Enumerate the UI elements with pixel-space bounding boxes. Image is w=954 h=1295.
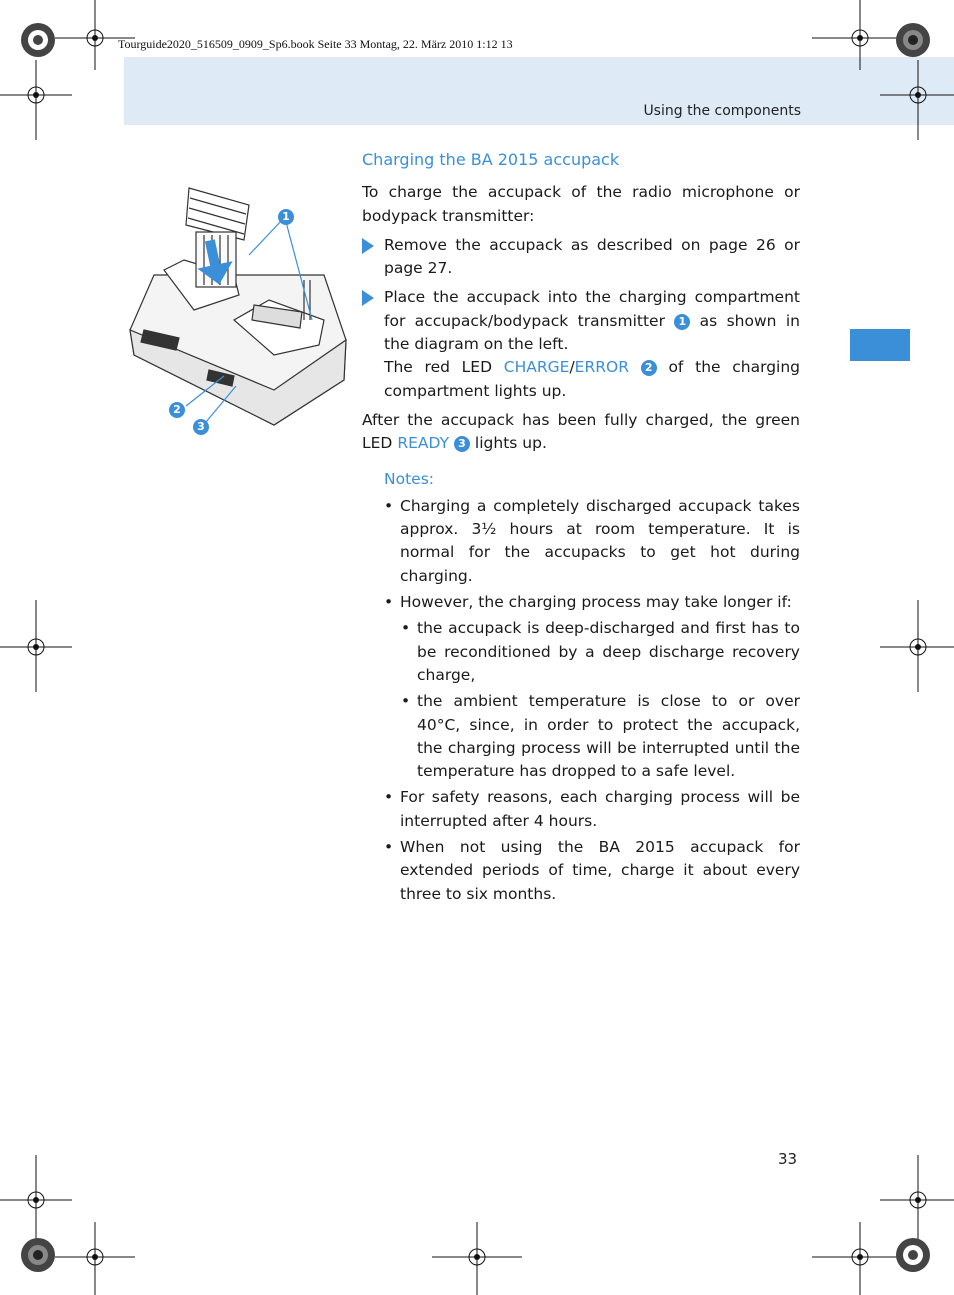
note-subitem: • the ambient temperature is close to or over 40°C, since, in order to protect the accupack, the charging process will be interrupted until the temperature has dropped to a safe level. bbox=[362, 690, 800, 783]
note-item: • For safety reasons, each charging process will be interrupted after 4 hours. bbox=[362, 786, 800, 833]
note-item: • However, the charging process may take longer if: bbox=[362, 591, 800, 614]
callout-ref-2: 2 bbox=[641, 360, 657, 376]
intro-paragraph: To charge the accupack of the radio microphone or bodypack transmitter: bbox=[362, 183, 800, 225]
callout-ref-1: 1 bbox=[674, 314, 690, 330]
charger-illustration bbox=[124, 180, 354, 440]
main-content bbox=[362, 148, 800, 909]
step-2-text-a: Place the accupack into the charging compartment for accupack/bodypack transmitter bbox=[384, 288, 800, 330]
after-charge-paragraph bbox=[362, 409, 800, 456]
page-number: 33 bbox=[778, 1150, 798, 1168]
callout-1: 1 bbox=[278, 209, 294, 225]
instruction-step-1 bbox=[362, 234, 800, 281]
after-text-a: After the accupack has been fully charged, the green LED bbox=[362, 410, 800, 453]
callout-ref-3: 3 bbox=[454, 436, 470, 452]
step-arrow-icon bbox=[362, 238, 374, 254]
note-subitem: • the accupack is deep-discharged and first has to be reconditioned by a deep discharge recovery charge, bbox=[362, 617, 800, 687]
section-title: Charging the BA 2015 accupack bbox=[362, 150, 620, 169]
ready-led-label: READY bbox=[397, 434, 450, 453]
notes-heading: Notes: bbox=[384, 469, 434, 488]
slash: / bbox=[569, 358, 575, 377]
charge-led-label: CHARGE bbox=[503, 358, 570, 377]
callout-3: 3 bbox=[193, 419, 209, 435]
instruction-step-2 bbox=[362, 286, 800, 402]
step-2-text-b: as shown in the diagram on the left. bbox=[384, 311, 800, 354]
error-led-label: ERROR bbox=[574, 358, 629, 377]
print-slug: Tourguide2020_516509_0909_Sp6.book Seite 33 Montag, 22. März 2010 1:12 13 bbox=[118, 37, 513, 51]
running-header: Using the components bbox=[643, 103, 801, 119]
step-arrow-icon bbox=[362, 290, 374, 306]
step-1-text: Remove the accupack as described on page 26 or page 27. bbox=[384, 235, 800, 278]
after-text-b: lights up. bbox=[474, 434, 547, 453]
note-item: • When not using the BA 2015 accupack for extended periods of time, charge it about every three to six months. bbox=[362, 836, 800, 906]
note-item: • Charging a completely discharged accupack takes approx. 3½ hours at room temperature. It is normal for the accupacks to get hot during charging. bbox=[362, 495, 800, 588]
callout-2: 2 bbox=[169, 402, 185, 418]
step-2-text-c: The red LED bbox=[384, 358, 493, 377]
step-2-text-d: of the charging compartment lights up. bbox=[384, 358, 801, 400]
